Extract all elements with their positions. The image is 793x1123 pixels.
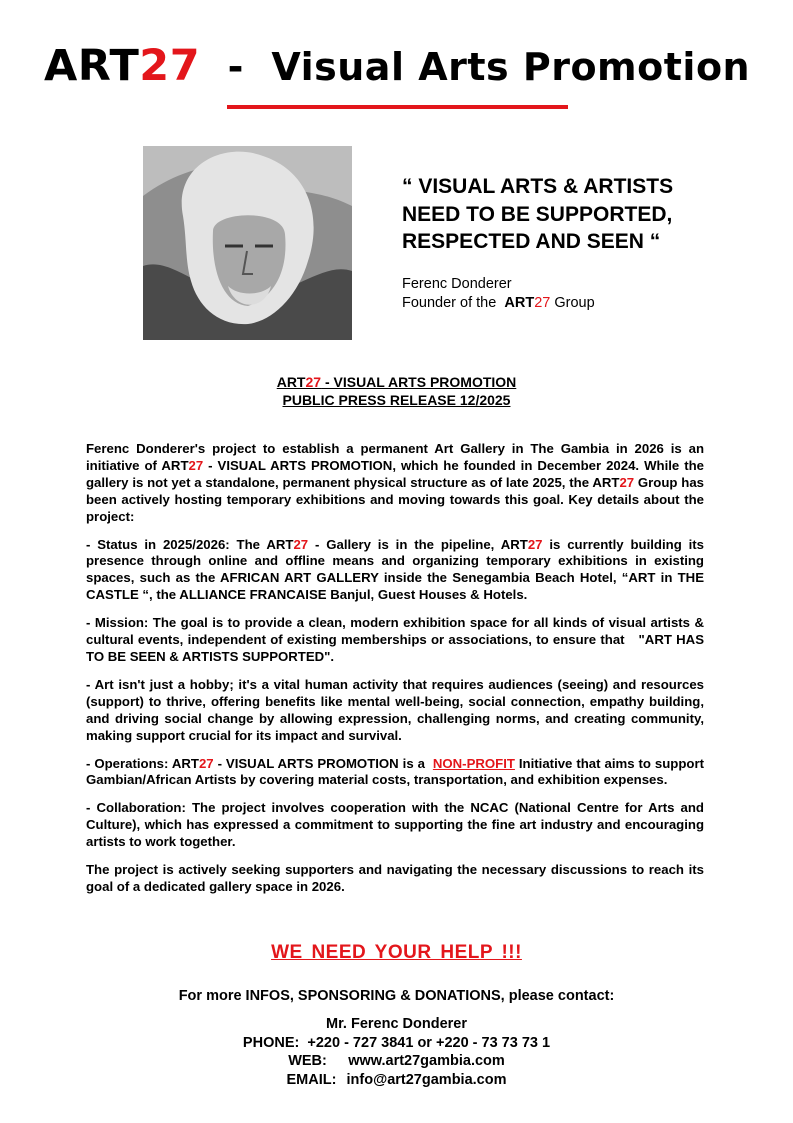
header-subtitle: Visual Arts Promotion: [271, 45, 751, 89]
paragraph-mission: - Mission: The goal is to provide a clean, modern exhibition space for all kinds of visual artists & cultural events, independent of existing memberships or associations, to ensure that "ART HAS TO BE SEEN & ARTISTS SUPPORTED".: [86, 615, 704, 664]
paragraph-status: - Status in 2025/2026: The ART27 - Gallery is in the pipeline, ART27 is currently building its presence through online and offline means and organizing temporary exhibitions in existing spaces, such as the AFRICAN ART GALLERY inside the Senegambia Beach Hotel, “ART in THE CASTLE “, the ALLIANCE FRANCAISE Banjul, Guest Houses & Hotels.: [86, 536, 704, 603]
paragraph-closing: The project is actively seeking supporters and navigating the necessary discussions to reach its goal of a dedicated gallery space in 2026.: [86, 862, 704, 894]
press-release-body: [86, 441, 704, 907]
release-subtitle: PUBLIC PRESS RELEASE 12/2025: [282, 392, 511, 408]
contact-phone: PHONE: +220 - 727 3841 or +220 - 73 73 73 1: [242, 1034, 551, 1051]
brand-number: 27: [139, 41, 201, 91]
quote-line: “ VISUAL ARTS & ARTISTS: [402, 175, 674, 198]
portrait-photo-icon: [143, 146, 352, 340]
paragraph-intro: Ferenc Donderer's project to establish a permanent Art Gallery in The Gambia in 2026 is an initiative of ART27 - VISUAL ARTS PROMOTION, which he founded in December 2024. While the gallery is not yet a standalone, permanent physical structure as of late 2025, the ART27 Group has been actively hosting temporary exhibitions and moving towards this goal. Key details about the project:: [86, 441, 705, 524]
brand-art: ART: [44, 41, 140, 91]
founder-quote: [402, 173, 762, 256]
quote-attribution: [402, 275, 762, 313]
help-callout: WE NEED YOUR HELP !!!: [271, 942, 522, 963]
phone-value[interactable]: +220 - 727 3841 or +220 - 73 73 73 1: [307, 1034, 551, 1051]
header-dash: -: [227, 45, 244, 89]
quote-line: NEED TO BE SUPPORTED,: [402, 202, 673, 226]
contact-block: [0, 1015, 793, 1089]
author-name: Ferenc Donderer: [402, 276, 512, 292]
contact-name: Mr. Ferenc Donderer: [325, 1016, 467, 1032]
contact-intro: For more INFOS, SPONSORING & DONATIONS, please contact:: [178, 988, 615, 1004]
header-title: [44, 40, 764, 93]
contact-email: EMAIL: info@art27gambia.com: [286, 1071, 507, 1088]
paragraph-operations: - Operations: ART27 - VISUAL ARTS PROMOTION is a NON-PROFIT Initiative that aims to support Gambian/African Artists by covering material costs, transportation, and exhibition expenses.: [86, 755, 704, 788]
founder-portrait: [143, 146, 352, 340]
web-link[interactable]: www.art27gambia.com: [348, 1053, 505, 1069]
author-role: Founder of the ART27 Group: [402, 295, 595, 311]
email-link[interactable]: info@art27gambia.com: [346, 1071, 507, 1088]
press-release-heading: [0, 373, 793, 409]
quote-line: RESPECTED AND SEEN “: [402, 230, 661, 253]
header-rule: [227, 105, 568, 109]
paragraph-art-value: - Art isn't just a hobby; it's a vital human activity that requires audiences (seeing) and resources (support) to thrive, offering benefits like mental well-being, social connection, empathy building, and driving social change by allowing expression, challenging norms, and creating community, making support crucial for its impact and survival.: [86, 676, 704, 743]
release-title: ART27 - VISUAL ARTS PROMOTION: [276, 374, 517, 390]
non-profit-highlight: NON-PROFIT: [432, 755, 515, 771]
paragraph-collaboration: - Collaboration: The project involves cooperation with the NCAC (National Centre for Arts and Culture), which has expressed a commitment to supporting the fine art industry and encouraging artists to work together.: [86, 800, 704, 850]
contact-web: WEB: www.art27gambia.com: [288, 1053, 505, 1069]
